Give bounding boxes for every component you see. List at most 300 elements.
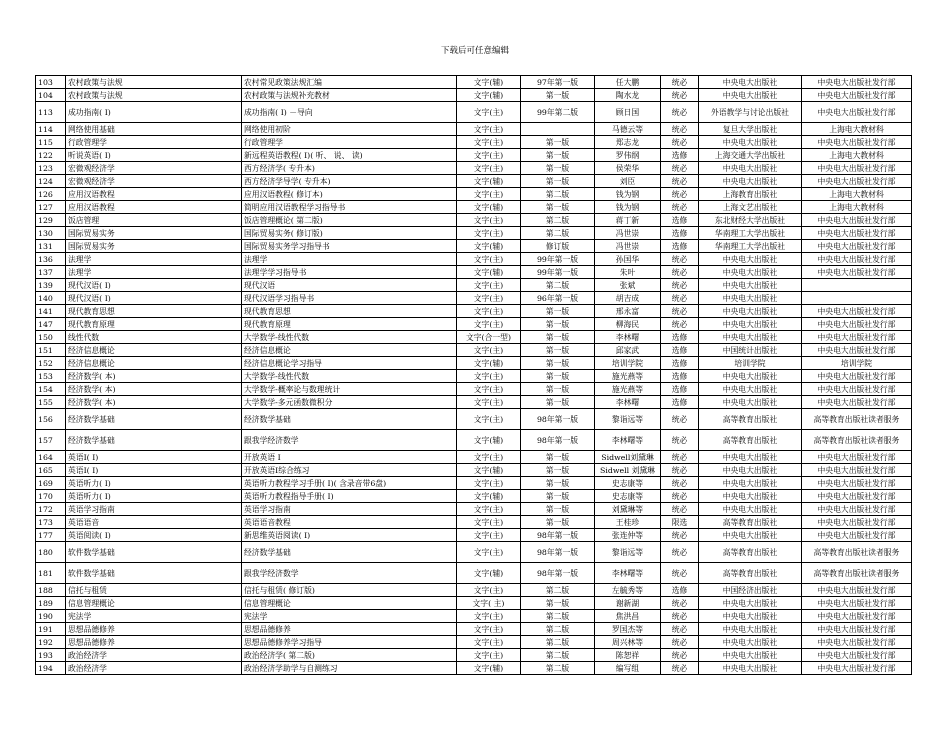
course-name-cell: 经济数学( 本) (66, 383, 242, 396)
textbook-table (35, 75, 912, 675)
book-title-cell: 经济数学基础 (242, 409, 457, 430)
edition-cell: 第二版 (521, 610, 595, 623)
row-number-cell: 124 (36, 175, 66, 188)
author-cell: 焦洪昌 (595, 610, 661, 623)
edition-cell: 第一版 (521, 305, 595, 318)
material-type-cell: 文字(主) (457, 383, 521, 396)
edition-cell: 98年第一版 (521, 529, 595, 542)
requirement-cell: 统必 (661, 503, 699, 516)
book-title-cell: 大学数学-多元函数微积分 (242, 396, 457, 409)
course-name-cell: 英语学习指南 (66, 503, 242, 516)
book-title-cell: 大学数学-概率论与数理统计 (242, 383, 457, 396)
requirement-cell: 选修 (661, 331, 699, 344)
course-name-cell: 英语听力( I) (66, 490, 242, 503)
course-name-cell: 经济数学( 本) (66, 370, 242, 383)
book-title-cell: 西方经济学( 专升本) (242, 162, 457, 175)
table-row (36, 214, 912, 227)
material-type-cell: 文字(主) (457, 396, 521, 409)
requirement-cell: 选修 (661, 149, 699, 162)
requirement-cell: 选修 (661, 214, 699, 227)
material-type-cell: 文字(辅) (457, 240, 521, 253)
row-number-cell: 165 (36, 464, 66, 477)
requirement-cell: 统必 (661, 597, 699, 610)
edition-cell: 第二版 (521, 623, 595, 636)
table-row (36, 516, 912, 529)
requirement-cell: 统必 (661, 464, 699, 477)
row-number-cell: 141 (36, 305, 66, 318)
edition-cell: 第一版 (521, 477, 595, 490)
distributor-cell: 中央电大出版社发行部 (802, 162, 912, 175)
publisher-cell: 中央电大出版社 (699, 383, 802, 396)
author-cell: 罗国杰等 (595, 623, 661, 636)
material-type-cell: 文字(主) (457, 162, 521, 175)
publisher-cell: 中央电大出版社 (699, 76, 802, 89)
table-row (36, 175, 912, 188)
author-cell: Sidwell刘黛琳 (595, 451, 661, 464)
publisher-cell: 东北财经大学出版社 (699, 214, 802, 227)
distributor-cell: 中央电大出版社发行部 (802, 623, 912, 636)
course-name-cell: 宏微观经济学 (66, 162, 242, 175)
course-name-cell: 经济信息概论 (66, 357, 242, 370)
row-number-cell: 154 (36, 383, 66, 396)
book-title-cell: 饭店管理概论( 第二版) (242, 214, 457, 227)
distributor-cell: 中央电大出版社发行部 (802, 529, 912, 542)
publisher-cell: 中央电大出版社 (699, 597, 802, 610)
row-number-cell: 130 (36, 227, 66, 240)
edition-cell: 98年第一版 (521, 563, 595, 584)
table-row (36, 331, 912, 344)
table-row (36, 464, 912, 477)
author-cell: 陈恕祥 (595, 649, 661, 662)
requirement-cell: 统必 (661, 201, 699, 214)
edition-cell: 99年第二版 (521, 102, 595, 123)
course-name-cell: 现代汉语( I) (66, 279, 242, 292)
author-cell: 刘黛琳等 (595, 503, 661, 516)
author-cell: 编写组 (595, 662, 661, 675)
distributor-cell: 中央电大出版社发行部 (802, 503, 912, 516)
publisher-cell: 中央电大出版社 (699, 266, 802, 279)
row-number-cell: 129 (36, 214, 66, 227)
edition-cell: 第一版 (521, 344, 595, 357)
author-cell: 陶水龙 (595, 89, 661, 102)
material-type-cell: 文字(主) (457, 123, 521, 136)
distributor-cell: 中央电大出版社发行部 (802, 331, 912, 344)
author-cell: 朱叶 (595, 266, 661, 279)
row-number-cell: 131 (36, 240, 66, 253)
book-title-cell: 英语听力教程指导手册( I) (242, 490, 457, 503)
publisher-cell: 高等教育出版社 (699, 430, 802, 451)
material-type-cell: 文字(主) (457, 370, 521, 383)
author-cell: 侯荣华 (595, 162, 661, 175)
requirement-cell: 统必 (661, 542, 699, 563)
requirement-cell: 统必 (661, 529, 699, 542)
edition-cell: 第一版 (521, 331, 595, 344)
material-type-cell: 文字(辅) (457, 357, 521, 370)
book-title-cell: 信息管理概论 (242, 597, 457, 610)
author-cell: 张斌 (595, 279, 661, 292)
course-name-cell: 网络使用基础 (66, 123, 242, 136)
author-cell: 李林曙 (595, 396, 661, 409)
course-name-cell: 应用汉语教程 (66, 201, 242, 214)
book-title-cell: 新远程英语教程( I)( 听、 说、 读) (242, 149, 457, 162)
table-row (36, 318, 912, 331)
row-number-cell: 156 (36, 409, 66, 430)
book-title-cell: 大学数学-线性代数 (242, 331, 457, 344)
table-row (36, 584, 912, 597)
distributor-cell: 中央电大出版社发行部 (802, 662, 912, 675)
edition-cell: 第一版 (521, 149, 595, 162)
book-title-cell: 简明应用汉语教程学习指导书 (242, 201, 457, 214)
publisher-cell: 中央电大出版社 (699, 136, 802, 149)
author-cell: 周兴林等 (595, 636, 661, 649)
edition-cell: 第一版 (521, 503, 595, 516)
distributor-cell: 高等教育出版社读者服务 (802, 430, 912, 451)
distributor-cell: 中央电大出版社发行部 (802, 76, 912, 89)
row-number-cell: 139 (36, 279, 66, 292)
row-number-cell: 164 (36, 451, 66, 464)
publisher-cell: 华南理工大学出版社 (699, 240, 802, 253)
book-title-cell: 跟我学经济数学 (242, 430, 457, 451)
distributor-cell: 中央电大出版社发行部 (802, 305, 912, 318)
edition-cell: 第一版 (521, 370, 595, 383)
publisher-cell: 中央电大出版社 (699, 370, 802, 383)
course-name-cell: 宪法学 (66, 610, 242, 623)
row-number-cell: 177 (36, 529, 66, 542)
book-title-cell: 现代汉语 (242, 279, 457, 292)
table-row (36, 383, 912, 396)
requirement-cell: 统必 (661, 175, 699, 188)
requirement-cell: 统必 (661, 123, 699, 136)
edition-cell: 第二版 (521, 188, 595, 201)
author-cell: 刘臣 (595, 175, 661, 188)
material-type-cell: 文字(辅) (457, 464, 521, 477)
course-name-cell: 思想品德修养 (66, 636, 242, 649)
course-name-cell: 农村政策与法规 (66, 89, 242, 102)
course-name-cell: 英语阅读( I) (66, 529, 242, 542)
row-number-cell: 193 (36, 649, 66, 662)
book-title-cell: 经济信息概论 (242, 344, 457, 357)
book-title-cell: 思想品德修养学习指导 (242, 636, 457, 649)
material-type-cell: 文字(主) (457, 279, 521, 292)
table-row (36, 227, 912, 240)
publisher-cell: 中央电大出版社 (699, 331, 802, 344)
book-title-cell: 网络使用初阶 (242, 123, 457, 136)
author-cell: 钱为钢 (595, 188, 661, 201)
distributor-cell: 中央电大出版社发行部 (802, 136, 912, 149)
row-number-cell: 114 (36, 123, 66, 136)
publisher-cell: 中央电大出版社 (699, 451, 802, 464)
book-title-cell: 现代教育思想 (242, 305, 457, 318)
course-name-cell: 宏微观经济学 (66, 175, 242, 188)
edition-cell: 99年第一版 (521, 253, 595, 266)
row-number-cell: 104 (36, 89, 66, 102)
distributor-cell: 中央电大出版社发行部 (802, 516, 912, 529)
edition-cell: 修订版 (521, 240, 595, 253)
requirement-cell: 选修 (661, 227, 699, 240)
requirement-cell: 选修 (661, 584, 699, 597)
table-row (36, 409, 912, 430)
book-title-cell: 应用汉语教程( 修订本) (242, 188, 457, 201)
book-title-cell: 思想品德修养 (242, 623, 457, 636)
table-row (36, 279, 912, 292)
material-type-cell: 文字(辅) (457, 76, 521, 89)
table-row (36, 266, 912, 279)
course-name-cell: 饭店管理 (66, 214, 242, 227)
publisher-cell: 高等教育出版社 (699, 409, 802, 430)
book-title-cell: 英语听力教程学习手册( I)( 含录音带6盘) (242, 477, 457, 490)
book-title-cell: 信托与租赁( 修订版) (242, 584, 457, 597)
author-cell: 王桂珍 (595, 516, 661, 529)
requirement-cell: 统必 (661, 430, 699, 451)
material-type-cell: 文字(辅) (457, 662, 521, 675)
course-name-cell: 经济数学( 本) (66, 396, 242, 409)
table-row (36, 76, 912, 89)
author-cell: 培训学院 (595, 357, 661, 370)
publisher-cell: 高等教育出版社 (699, 563, 802, 584)
distributor-cell: 高等教育出版社读者服务 (802, 563, 912, 584)
author-cell: 郑志龙 (595, 136, 661, 149)
publisher-cell: 高等教育出版社 (699, 542, 802, 563)
book-title-cell: 英语学习指南 (242, 503, 457, 516)
course-name-cell: 经济数学基础 (66, 409, 242, 430)
publisher-cell: 中央电大出版社 (699, 662, 802, 675)
distributor-cell: 上海电大教材科 (802, 188, 912, 201)
table-row (36, 136, 912, 149)
requirement-cell: 统必 (661, 188, 699, 201)
distributor-cell: 上海电大教材科 (802, 123, 912, 136)
distributor-cell (802, 292, 912, 305)
publisher-cell: 中央电大出版社 (699, 636, 802, 649)
row-number-cell: 180 (36, 542, 66, 563)
table-row (36, 89, 912, 102)
row-number-cell: 155 (36, 396, 66, 409)
book-title-cell: 跟我学经济数学 (242, 563, 457, 584)
distributor-cell: 中央电大出版社发行部 (802, 227, 912, 240)
publisher-cell: 中国统计出版社 (699, 344, 802, 357)
edition-cell: 99年第一版 (521, 266, 595, 279)
material-type-cell: 文字(主) (457, 516, 521, 529)
author-cell: 李林曙等 (595, 430, 661, 451)
distributor-cell: 上海电大教材科 (802, 149, 912, 162)
material-type-cell: 文字( 主) (457, 597, 521, 610)
distributor-cell: 中央电大出版社发行部 (802, 102, 912, 123)
distributor-cell: 中央电大出版社发行部 (802, 477, 912, 490)
requirement-cell: 统必 (661, 563, 699, 584)
requirement-cell: 统必 (661, 136, 699, 149)
table-row (36, 396, 912, 409)
edition-cell: 第一版 (521, 516, 595, 529)
material-type-cell: 文字(主) (457, 477, 521, 490)
author-cell: 冯世崇 (595, 240, 661, 253)
requirement-cell: 统必 (661, 253, 699, 266)
publisher-cell: 中央电大出版社 (699, 464, 802, 477)
table-row (36, 610, 912, 623)
edition-cell: 第一版 (521, 136, 595, 149)
book-title-cell: 农村常见政策法规汇编 (242, 76, 457, 89)
distributor-cell: 中央电大出版社发行部 (802, 370, 912, 383)
row-number-cell: 113 (36, 102, 66, 123)
material-type-cell: 文字(辅) (457, 430, 521, 451)
author-cell: Sidwell 刘黛琳 (595, 464, 661, 477)
requirement-cell: 限选 (661, 516, 699, 529)
distributor-cell: 中央电大出版社发行部 (802, 464, 912, 477)
table-row (36, 563, 912, 584)
publisher-cell: 中央电大出版社 (699, 253, 802, 266)
book-title-cell: 法理学学习指导书 (242, 266, 457, 279)
material-type-cell: 文字(主) (457, 409, 521, 430)
distributor-cell: 中央电大出版社发行部 (802, 318, 912, 331)
edition-cell: 98年第一版 (521, 409, 595, 430)
table-row (36, 123, 912, 136)
distributor-cell: 中央电大出版社发行部 (802, 584, 912, 597)
edition-cell: 第一版 (521, 383, 595, 396)
material-type-cell: 文字(辅) (457, 266, 521, 279)
row-number-cell: 126 (36, 188, 66, 201)
course-name-cell: 软件数学基础 (66, 542, 242, 563)
table-row (36, 529, 912, 542)
table-row (36, 636, 912, 649)
material-type-cell: 文字(主) (457, 503, 521, 516)
requirement-cell: 统必 (661, 409, 699, 430)
distributor-cell: 中央电大出版社发行部 (802, 89, 912, 102)
publisher-cell: 中央电大出版社 (699, 396, 802, 409)
row-number-cell: 123 (36, 162, 66, 175)
table-row (36, 542, 912, 563)
row-number-cell: 140 (36, 292, 66, 305)
book-title-cell: 国际贸易实务学习指导书 (242, 240, 457, 253)
requirement-cell: 统必 (661, 636, 699, 649)
distributor-cell: 中央电大出版社发行部 (802, 383, 912, 396)
book-title-cell: 行政管理学 (242, 136, 457, 149)
requirement-cell: 统必 (661, 649, 699, 662)
publisher-cell: 高等教育出版社 (699, 516, 802, 529)
row-number-cell: 152 (36, 357, 66, 370)
author-cell: 邱家武 (595, 344, 661, 357)
course-name-cell: 法理学 (66, 266, 242, 279)
author-cell: 冯世崇 (595, 227, 661, 240)
edition-cell: 98年第一版 (521, 430, 595, 451)
requirement-cell: 选修 (661, 357, 699, 370)
requirement-cell: 统必 (661, 451, 699, 464)
distributor-cell: 中央电大出版社发行部 (802, 396, 912, 409)
row-number-cell: 188 (36, 584, 66, 597)
edition-cell: 第二版 (521, 649, 595, 662)
course-name-cell: 思想品德修养 (66, 623, 242, 636)
edition-cell: 97年第一版 (521, 76, 595, 89)
edition-cell: 96年第一版 (521, 292, 595, 305)
material-type-cell: 文字(辅) (457, 490, 521, 503)
table-row (36, 305, 912, 318)
requirement-cell: 统必 (661, 89, 699, 102)
distributor-cell: 中央电大出版社发行部 (802, 266, 912, 279)
distributor-cell: 中央电大出版社发行部 (802, 610, 912, 623)
edition-cell: 第一版 (521, 396, 595, 409)
book-title-cell: 经济信息概论学习指导 (242, 357, 457, 370)
course-name-cell: 农村政策与法规 (66, 76, 242, 89)
distributor-cell: 中央电大出版社发行部 (802, 214, 912, 227)
page-header: 下载后可任意编辑 (440, 46, 509, 56)
publisher-cell: 中央电大出版社 (699, 279, 802, 292)
row-number-cell: 122 (36, 149, 66, 162)
table-row (36, 149, 912, 162)
material-type-cell: 文字(主) (457, 649, 521, 662)
author-cell: 张连仲等 (595, 529, 661, 542)
book-title-cell: 西方经济学导学( 专升本) (242, 175, 457, 188)
row-number-cell: 157 (36, 430, 66, 451)
distributor-cell: 中央电大出版社发行部 (802, 175, 912, 188)
author-cell: 胡吉成 (595, 292, 661, 305)
course-name-cell: 经济信息概论 (66, 344, 242, 357)
course-name-cell: 信托与租赁 (66, 584, 242, 597)
material-type-cell: 文字(主) (457, 305, 521, 318)
publisher-cell: 中央电大出版社 (699, 649, 802, 662)
distributor-cell (802, 279, 912, 292)
material-type-cell: 文字(主) (457, 542, 521, 563)
row-number-cell: 191 (36, 623, 66, 636)
table-row (36, 201, 912, 214)
course-name-cell: 英语语音 (66, 516, 242, 529)
publisher-cell: 中央电大出版社 (699, 477, 802, 490)
table-row (36, 344, 912, 357)
course-name-cell: 线性代数 (66, 331, 242, 344)
distributor-cell: 中央电大出版社发行部 (802, 344, 912, 357)
course-name-cell: 法理学 (66, 253, 242, 266)
requirement-cell: 统必 (661, 279, 699, 292)
material-type-cell: 文字(主) (457, 318, 521, 331)
table-row (36, 649, 912, 662)
edition-cell: 第一版 (521, 357, 595, 370)
edition-cell: 第一版 (521, 162, 595, 175)
author-cell: 任大鹏 (595, 76, 661, 89)
distributor-cell: 中央电大出版社发行部 (802, 649, 912, 662)
edition-cell: 第一版 (521, 464, 595, 477)
book-title-cell: 现代汉语学习指导书 (242, 292, 457, 305)
row-number-cell: 190 (36, 610, 66, 623)
author-cell: 邢永富 (595, 305, 661, 318)
row-number-cell: 169 (36, 477, 66, 490)
requirement-cell: 选修 (661, 383, 699, 396)
material-type-cell: 文字(辅) (457, 563, 521, 584)
author-cell: 李林曙等 (595, 563, 661, 584)
course-name-cell: 听说英语( I) (66, 149, 242, 162)
course-name-cell: 软件数学基础 (66, 563, 242, 584)
book-title-cell: 农村政策与法规补充教材 (242, 89, 457, 102)
row-number-cell: 189 (36, 597, 66, 610)
publisher-cell: 中央电大出版社 (699, 89, 802, 102)
row-number-cell: 127 (36, 201, 66, 214)
edition-cell: 第一版 (521, 175, 595, 188)
table-row (36, 253, 912, 266)
table-row (36, 162, 912, 175)
distributor-cell: 培训学院 (802, 357, 912, 370)
author-cell: 施光燕等 (595, 370, 661, 383)
author-cell: 李林曙 (595, 331, 661, 344)
material-type-cell: 文字(主) (457, 253, 521, 266)
row-number-cell: 173 (36, 516, 66, 529)
material-type-cell: 文字(辅) (457, 201, 521, 214)
course-name-cell: 政治经济学 (66, 649, 242, 662)
author-cell: 孙国华 (595, 253, 661, 266)
author-cell: 马德云等 (595, 123, 661, 136)
publisher-cell: 中央电大出版社 (699, 623, 802, 636)
course-name-cell: 现代教育原理 (66, 318, 242, 331)
publisher-cell: 中央电大出版社 (699, 292, 802, 305)
requirement-cell: 统必 (661, 490, 699, 503)
distributor-cell: 高等教育出版社读者服务 (802, 542, 912, 563)
table-row (36, 357, 912, 370)
book-title-cell: 开放英语 I (242, 451, 457, 464)
course-name-cell: 政治经济学 (66, 662, 242, 675)
